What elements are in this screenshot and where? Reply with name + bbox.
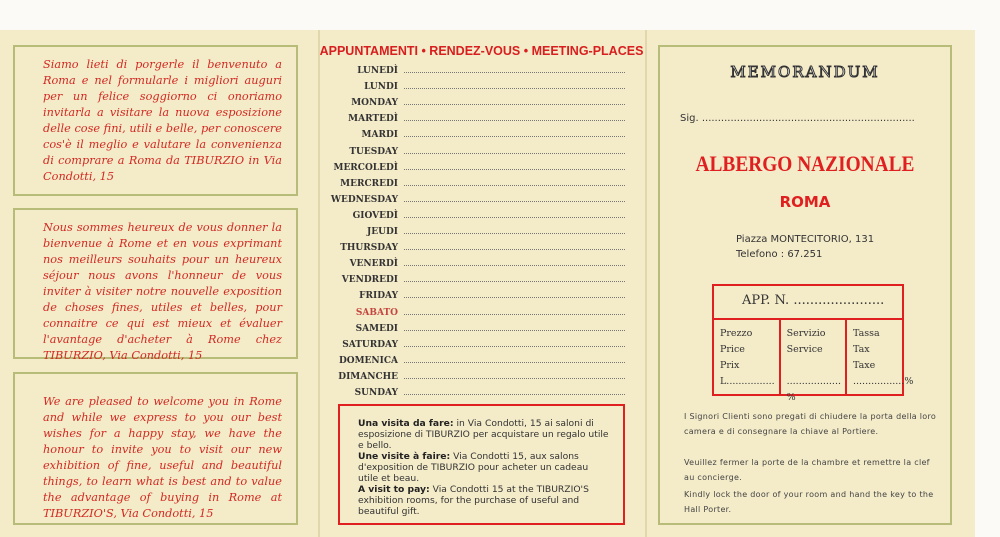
signature-line: Sig. ................................................................... xyxy=(680,113,915,124)
visit-paragraph xyxy=(358,418,611,451)
hotel-city: ROMA xyxy=(779,193,831,211)
day-row xyxy=(330,140,625,156)
cell-text: Servizio xyxy=(786,328,826,339)
day-label: VENDREDI xyxy=(341,275,398,286)
cell-text: Tassa xyxy=(852,328,880,339)
day-row xyxy=(330,350,625,366)
day-label: LUNEDÌ xyxy=(357,66,398,77)
day-row xyxy=(330,318,625,334)
cell-text: Service xyxy=(786,344,823,355)
day-label: WEDNESDAY xyxy=(330,194,398,205)
welcome-french: Nous sommes heureux de vous donner la bienvenue à Rome et en vous exprimant nos meilleurs souhaits pour un heureux séjour nous avons l'honneur de vous inviter à visiter notre nouvelle exposition de choses fines, utiles et belles, pour connaitre ce qui est mieux et évaluer l'avantage d'acheter à Rome chez TIBURZIO, Via Condotti, 15 xyxy=(13,208,298,359)
room-number: APP. N. ...................... xyxy=(714,286,902,320)
dotted-line[interactable] xyxy=(404,330,625,331)
days-list xyxy=(330,60,625,398)
visit-text: Via Condotti 15 at the TIBURZIO'S exhibition rooms, for the purchase of useful and beautiful gift. xyxy=(358,484,589,517)
welcome-italian: Siamo lieti di porgerle il benvenuto a Roma e nel formularle i migliori auguri per un felice soggiorno ci onoriamo invitarla a visitare la nuova esposizione delle cose fini, utili e belle, per conoscere cos'è il meglio e valutare la convenienza di comprare a Roma da TIBURZIO in Via Condotti, 15 xyxy=(13,45,298,196)
dotted-line[interactable] xyxy=(404,346,625,347)
dotted-line[interactable] xyxy=(404,249,625,250)
memorandum-title: MEMORANDUM xyxy=(730,63,880,81)
visit-box xyxy=(338,404,625,525)
dotted-line[interactable] xyxy=(404,394,625,395)
hotel-name: ALBERGO NAZIONALE xyxy=(695,151,915,176)
day-label: MERCOLEDÌ xyxy=(333,162,398,173)
dotted-line[interactable] xyxy=(404,136,625,137)
address: Piazza MONTECITORIO, 131 xyxy=(736,234,875,245)
day-row xyxy=(330,237,625,253)
day-row xyxy=(330,221,625,237)
cell-text: .................% xyxy=(852,376,914,387)
day-row xyxy=(330,366,625,382)
room-box xyxy=(712,284,914,403)
day-label: THURSDAY xyxy=(340,243,398,254)
day-label: MONDAY xyxy=(351,98,398,109)
visit-title: Una visita da fare: xyxy=(358,418,454,429)
visit-text: in Via Condotti, 15 ai saloni di esposizione di TIBURZIO per acquistare un regalo utile e bello. xyxy=(358,418,609,451)
day-label: MARTEDÌ xyxy=(348,114,398,125)
note-french: Veuillez fermer la porte de la chambre et remettre la clef au concierge. xyxy=(684,458,930,482)
visit-text: Via Condotti 15, aux salons d'exposition de TIBURZIO pour acheter un cadeau utile et beau. xyxy=(358,451,589,484)
day-label: SABATO xyxy=(355,307,398,318)
dotted-line[interactable] xyxy=(404,265,625,266)
dotted-line[interactable] xyxy=(404,362,625,363)
dotted-line[interactable] xyxy=(404,153,625,154)
day-label: DIMANCHE xyxy=(338,371,398,382)
day-row xyxy=(330,253,625,269)
day-row xyxy=(330,60,625,76)
dotted-line[interactable] xyxy=(404,104,625,105)
dotted-line[interactable] xyxy=(404,314,625,315)
note-italian: I Signori Clienti sono pregati di chiudere la porta della loro camera e di consegnare la chiave al Portiere. xyxy=(684,412,937,436)
appointments-header: APPUNTAMENTI • RENDEZ-VOUS • MEETING-PLACES xyxy=(319,44,644,58)
day-label: MERCREDI xyxy=(340,178,398,189)
price-column xyxy=(714,320,779,396)
day-label: MARDI xyxy=(361,130,398,141)
visit-title: A visit to pay: xyxy=(358,484,430,495)
day-row xyxy=(330,157,625,173)
day-row xyxy=(330,124,625,140)
visit-title: Une visite à faire: xyxy=(358,451,451,462)
day-label: TUESDAY xyxy=(349,146,398,157)
day-row xyxy=(330,76,625,92)
dotted-line[interactable] xyxy=(404,297,625,298)
day-label: SUNDAY xyxy=(354,387,398,398)
tax-column xyxy=(845,320,917,396)
welcome-english: We are pleased to welcome you in Rome and while we express to you our best wishes for a happy stay, we have the honour to invite you to visit our new exhibition of fine, useful and beautiful things, to learn what is best and to value the advantage of buying in Rome at TIBURZIO'S, Via Condotti, 15 xyxy=(13,372,298,525)
dotted-line[interactable] xyxy=(404,233,625,234)
dotted-line[interactable] xyxy=(404,120,625,121)
memorandum-panel xyxy=(658,45,952,525)
cell-text: Prezzo xyxy=(720,328,753,339)
day-row xyxy=(330,92,625,108)
day-label: VENERDÌ xyxy=(349,259,398,270)
day-label: DOMENICA xyxy=(338,355,398,366)
hotel-address xyxy=(736,232,874,262)
cell-text xyxy=(787,358,841,374)
visit-paragraph xyxy=(358,451,611,484)
cell-text: Prix xyxy=(720,360,740,371)
service-column xyxy=(779,320,845,403)
day-row xyxy=(330,205,625,221)
day-label: JEUDI xyxy=(367,227,398,238)
cell-text: Tax xyxy=(852,344,870,355)
day-row xyxy=(330,108,625,124)
visit-paragraph xyxy=(358,484,611,517)
day-label: LUNDI xyxy=(364,82,398,93)
day-row xyxy=(330,173,625,189)
cell-text: Price xyxy=(720,344,745,355)
day-row xyxy=(330,301,625,317)
dotted-line[interactable] xyxy=(404,169,625,170)
phone: Telefono : 67.251 xyxy=(736,249,823,260)
day-row xyxy=(330,189,625,205)
note-english: Kindly lock the door of your room and hand the key to the Hall Porter. xyxy=(684,490,934,514)
cell-text: Taxe xyxy=(852,360,876,371)
day-label: SATURDAY xyxy=(342,339,398,350)
dotted-line[interactable] xyxy=(404,217,625,218)
dotted-line[interactable] xyxy=(404,88,625,89)
day-row xyxy=(330,285,625,301)
cell-text: .................. % xyxy=(786,376,841,403)
dotted-line[interactable] xyxy=(404,378,625,379)
day-row xyxy=(330,269,625,285)
dotted-line[interactable] xyxy=(404,281,625,282)
fold-line xyxy=(318,30,320,537)
dotted-line[interactable] xyxy=(404,201,625,202)
day-label: FRIDAY xyxy=(359,291,398,302)
day-row xyxy=(330,382,625,398)
cell-text: L................ xyxy=(720,376,775,387)
day-label: GIOVEDÌ xyxy=(352,210,398,221)
day-row xyxy=(330,334,625,350)
fold-line xyxy=(645,30,647,537)
day-label: SAMEDI xyxy=(355,323,398,334)
dotted-line[interactable] xyxy=(404,185,625,186)
dotted-line[interactable] xyxy=(404,72,625,73)
